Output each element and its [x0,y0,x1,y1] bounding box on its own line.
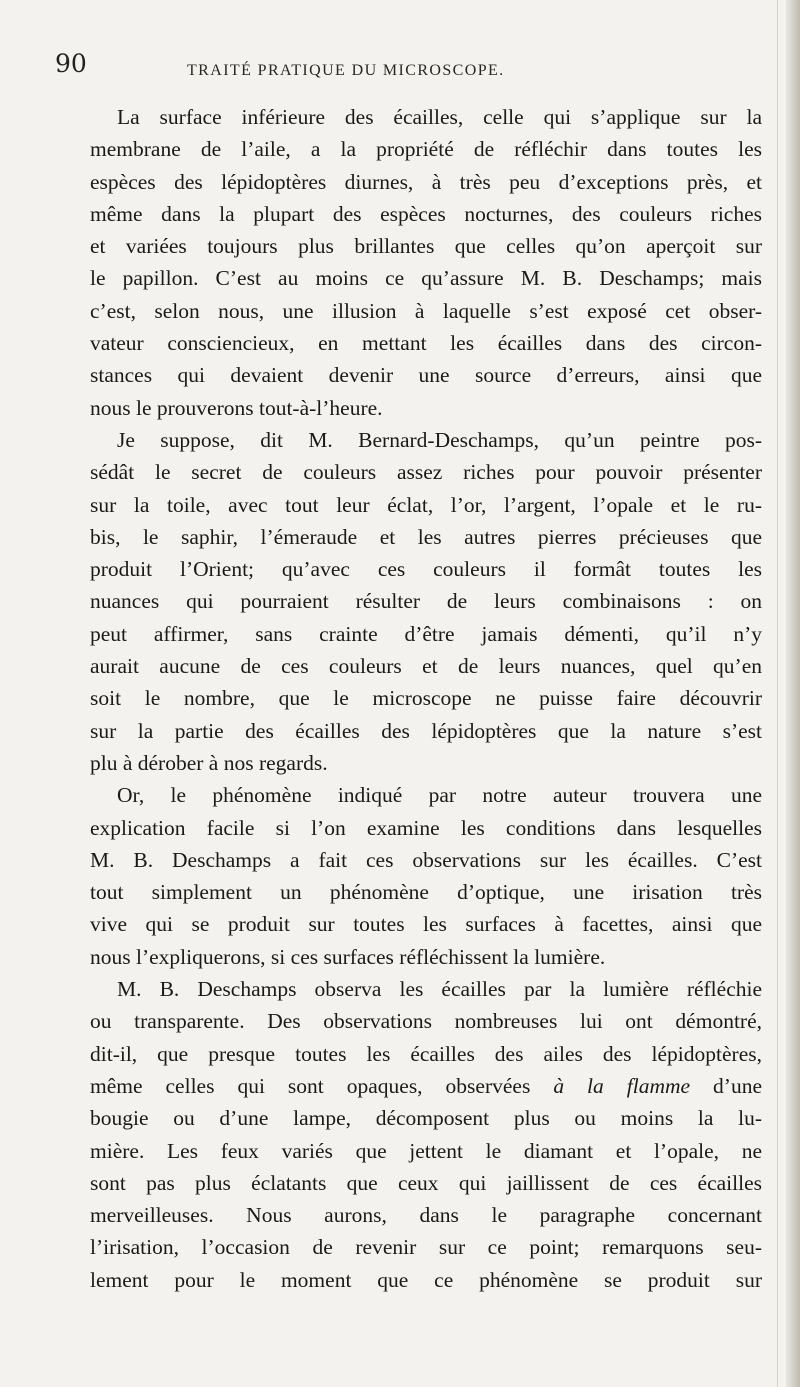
text-line: sédât le secret de couleurs assez riches pour pouvoir présenter [90,460,762,485]
page-header [55,49,763,89]
text-line: sur la partie des écailles des lépidoptères que la nature s’est [90,718,762,743]
text-line: merveilleuses. Nous aurons, dans le paragraphe concernant [90,1203,762,1228]
italic-phrase: à la flamme [553,1073,691,1098]
text-line: plu à dérober à nos regards. [90,750,328,775]
text-segment: même celles qui sont opaques, observées [90,1073,554,1098]
text-line: sont pas plus éclatants que ceux qui jaillissent de ces écailles [90,1170,762,1195]
text-line: aurait aucune de ces couleurs et de leurs nuances, quel qu’en [90,654,762,679]
text-line: nous l’expliquerons, si ces surfaces réfléchissent la lumière. [90,944,606,969]
text-line: dit-il, que presque toutes les écailles des ailes des lépidoptères, [90,1041,762,1066]
text-line: et variées toujours plus brillantes que celles qu’on aperçoit sur [90,234,762,259]
text-line: lement pour le moment que ce phénomène se produit sur [90,1267,762,1292]
page-edge [786,0,800,1387]
text-line: M. B. Deschamps a fait ces observations sur les écailles. C’est [90,847,762,872]
text-line: sur la toile, avec tout leur éclat, l’or, l’argent, l’opale et le ru- [90,492,762,517]
body-text [90,101,762,1296]
text-line: même dans la plupart des espèces nocturnes, des couleurs riches [90,201,762,226]
page-number: 90 [55,49,87,78]
text-line: vive qui se produit sur toutes les surfaces à facettes, ainsi que [90,912,762,937]
text-line: explication facile si l’on examine les conditions dans lesquelles [90,815,762,840]
text-segment: d’une [690,1073,762,1098]
text-line: c’est, selon nous, une illusion à laquelle s’est exposé cet obser- [90,298,762,323]
text-line: soit le nombre, que le microscope ne puisse faire découvrir [90,686,762,711]
text-line: bis, le saphir, l’émeraude et les autres pierres précieuses que [90,524,762,549]
running-head: TRAITÉ PRATIQUE DU MICROSCOPE. [187,62,505,79]
page-gutter-line [777,0,778,1387]
text-line: espèces des lépidoptères diurnes, à très peu d’exceptions près, et [90,169,762,194]
text-line: stances qui devaient devenir une source d’erreurs, ainsi que [90,363,762,388]
text-line: mière. Les feux variés que jettent le diamant et l’opale, ne [90,1138,762,1163]
text-line: vateur consciencieux, en mettant les écailles dans des circon- [90,331,762,356]
text-line: tout simplement un phénomène d’optique, une irisation très [90,880,762,905]
text-line: membrane de l’aile, a la propriété de réfléchir dans toutes les [90,137,762,162]
text-line: Je suppose, dit M. Bernard-Deschamps, qu’un peintre pos- [117,427,762,452]
text-line: M. B. Deschamps observa les écailles par la lumière réfléchie [117,977,762,1002]
text-line: Or, le phénomène indiqué par notre auteur trouvera une [117,783,762,808]
text-line: le papillon. C’est au moins ce qu’assure M. B. Deschamps; mais [90,266,762,291]
text-line: nuances qui pourraient résulter de leurs combinaisons : on [90,589,762,614]
text-line: nous le prouverons tout-à-l’heure. [90,395,383,420]
text-line: peut affirmer, sans crainte d’être jamais démenti, qu’il n’y [90,621,762,646]
text-line-with-italic [90,1070,762,1102]
text-line: l’irisation, l’occasion de revenir sur ce point; remarquons seu- [90,1235,762,1260]
text-line: bougie ou d’une lampe, décomposent plus ou moins la lu- [90,1106,762,1131]
text-line: La surface inférieure des écailles, celle qui s’applique sur la [117,105,762,129]
text-line: produit l’Orient; qu’avec ces couleurs il formât toutes les [90,557,762,582]
text-line: ou transparente. Des observations nombreuses lui ont démontré, [90,1009,762,1034]
